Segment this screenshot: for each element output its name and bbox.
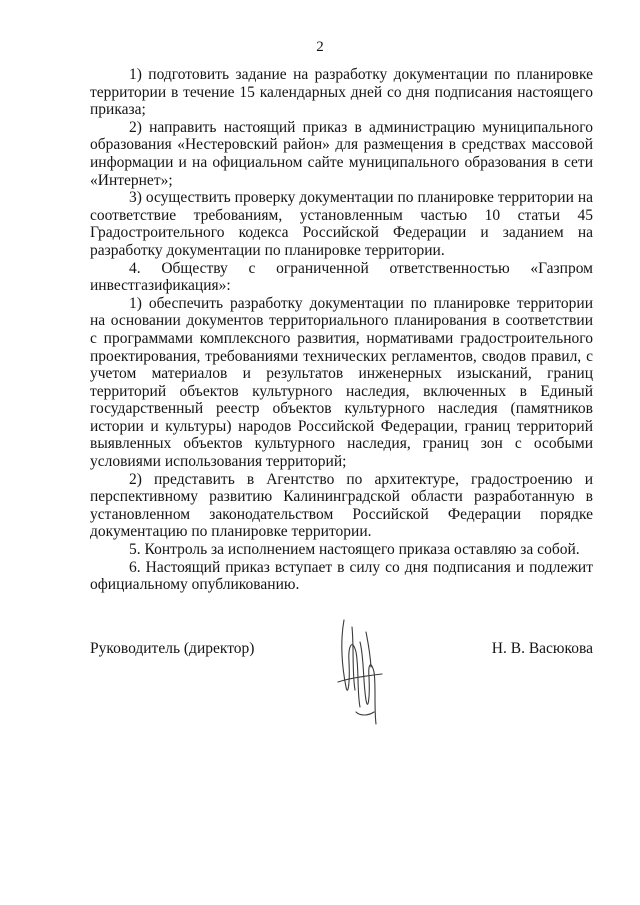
handwritten-signature-icon <box>330 612 390 732</box>
paragraph-1-3: 3) осуществить проверку документации по планировке территории на соответствие требованиям, установленным частью 10 статьи 45 Градостроительного кодекса Российской Федерации и заданием на разработку документации по планировке территории. <box>90 189 593 259</box>
signer-name: Н. В. Васюкова <box>491 640 593 657</box>
paragraph-5: 5. Контроль за исполнением настоящего приказа оставляю за собой. <box>129 541 580 559</box>
document-body <box>90 66 593 594</box>
signer-position: Руководитель (директор) <box>90 640 255 657</box>
paragraph-4-2: 2) представить в Агентство по архитектуре, градостроению и перспективному развитию Калининградской области разработанную в установленном законодательством Российской Федерации порядке документацию по планировке территории. <box>90 470 593 541</box>
paragraph-4: 4. Обществу с ограниченной ответственностью «Газпром инвестгазификация»: <box>90 259 593 295</box>
paragraph-1-1: 1) подготовить задание на разработку документации по планировке территории в течение 15 календарных дней со дня подписания настоящего приказа; <box>90 66 593 119</box>
paragraph-4-1: 1) обеспечить разработку документации по планировке территории на основании документов территориального планирования в соответствии с программами комплексного развития, нормативами градостроительного проектирования, требованиями технических регламентов, сводов правил, с учетом материалов и результатов инженерных изысканий, границ территорий объектов культурного наследия, включенных в Единый государственный реестр объектов культурного наследия (памятников истории и культуры) народов Российской Федерации, границ территорий выявленных объектов культурного наследия, границ зон с особыми условиями использования территорий; <box>90 294 593 471</box>
page-number: 2 <box>316 39 324 55</box>
paragraph-6: 6. Настоящий приказ вступает в силу со дня подписания и подлежит официальному опубликованию. <box>90 558 593 594</box>
paragraph-1-2: 2) направить настоящий приказ в администрацию муниципального образования «Нестеровский район» для размещения в средствах массовой информации и на официальном сайте муниципального образования в сети «Интернет»; <box>90 118 593 189</box>
